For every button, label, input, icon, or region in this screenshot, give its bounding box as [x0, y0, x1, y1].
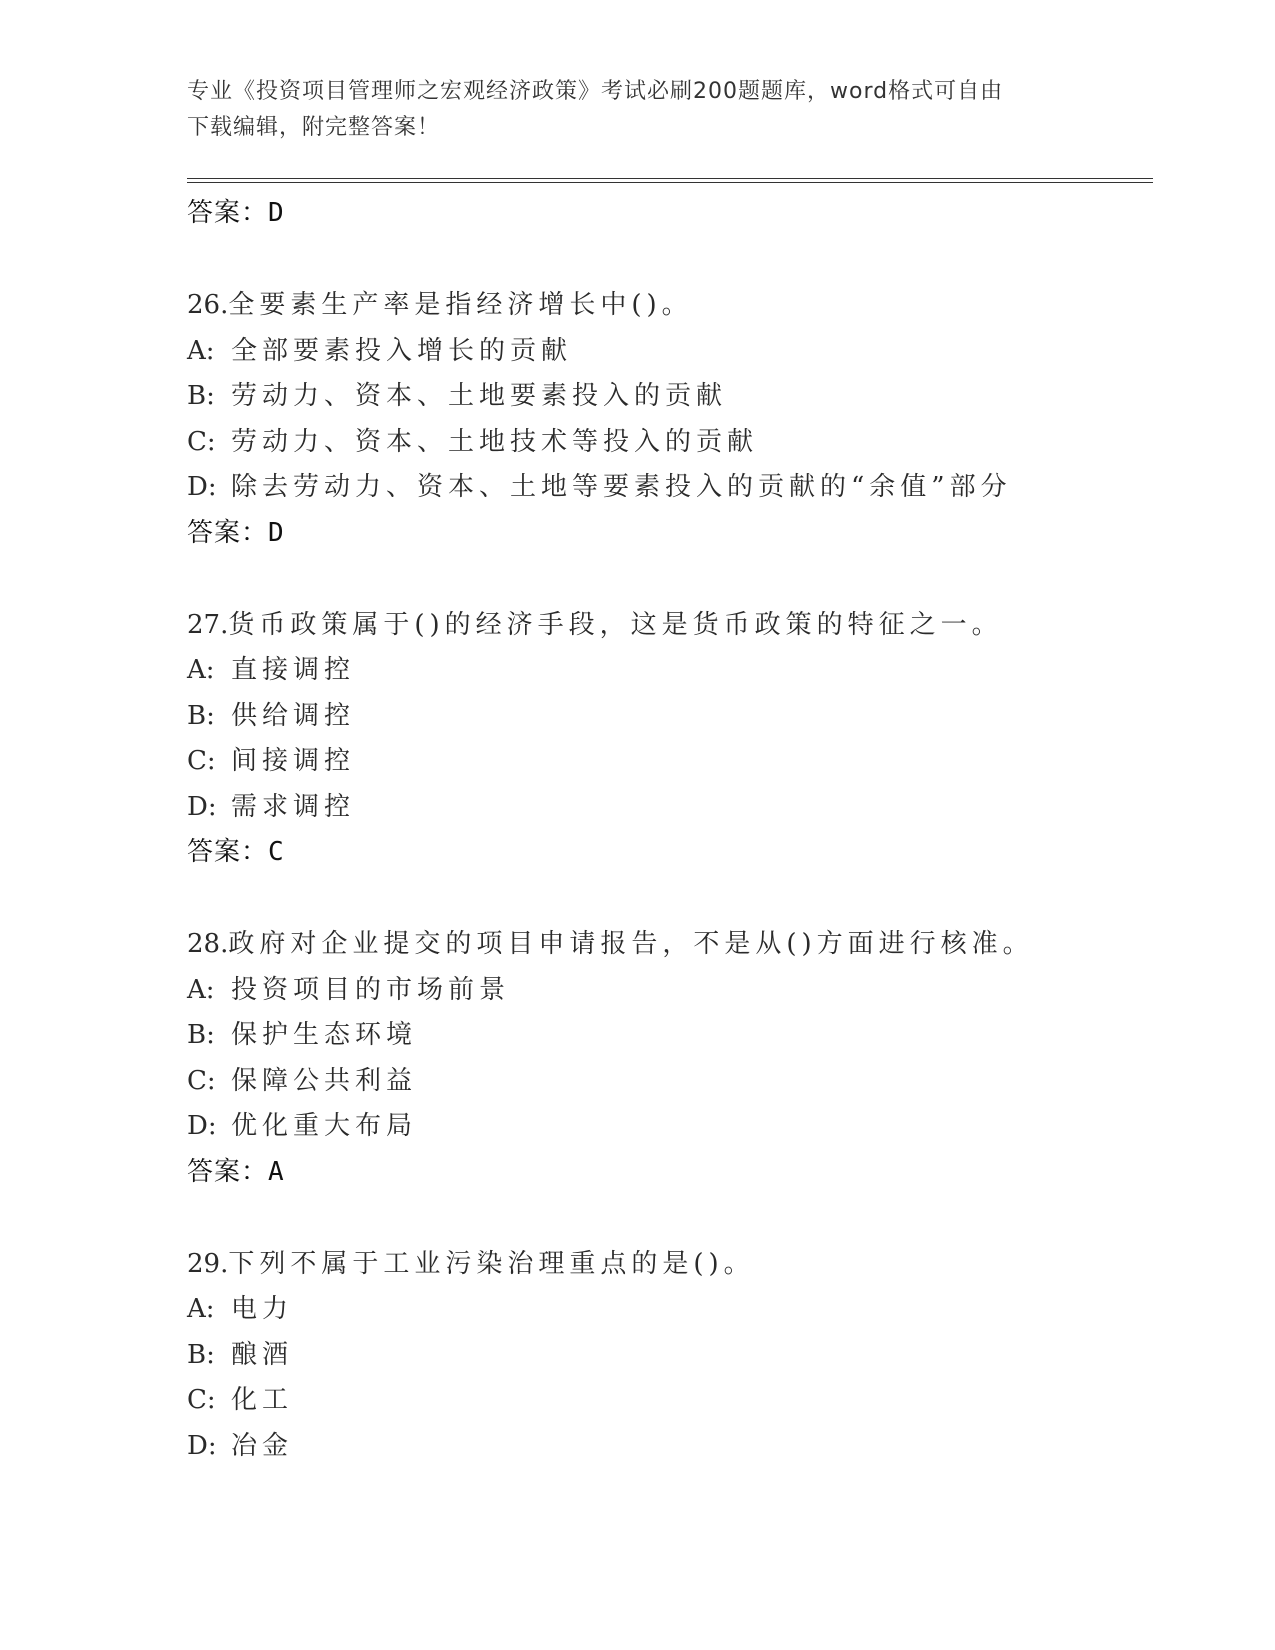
option-label: D:: [187, 472, 217, 502]
option-b: [187, 374, 1153, 420]
option-label: A:: [187, 335, 215, 366]
option-text: 化工: [231, 1385, 294, 1415]
option-text: 需求调控: [231, 791, 356, 822]
option-d: [187, 785, 1153, 831]
option-c: [187, 420, 1153, 466]
question-text: 全要素生产率是指经济增长中()。: [228, 290, 693, 320]
option-label: D:: [187, 791, 217, 822]
option-text: 酿酒: [231, 1339, 294, 1370]
question-stem: [187, 922, 1153, 968]
question-text: 货币政策属于()的经济手段，这是货币政策的特征之一。: [228, 609, 1003, 640]
option-text: 直接调控: [231, 655, 356, 685]
option-text: 供给调控: [231, 700, 356, 731]
option-text: 保护生态环境: [231, 1020, 418, 1050]
answer-line: [187, 191, 1153, 235]
question-stem: [187, 283, 1153, 329]
question-spacer: [187, 1194, 1153, 1242]
option-a: [187, 329, 1153, 375]
question-spacer: [187, 235, 1153, 283]
question-text: 下列不属于工业污染治理重点的是()。: [228, 1248, 755, 1279]
question-list: [187, 191, 1153, 1469]
option-label: B:: [187, 700, 215, 731]
question-number: 28.: [187, 929, 229, 959]
question-text: 政府对企业提交的项目申请报告，不是从()方面进行核准。: [228, 929, 1034, 959]
question-spacer: [187, 874, 1153, 922]
option-label: A:: [187, 1294, 215, 1324]
option-text: 冶金: [231, 1430, 294, 1461]
questions-container: [187, 235, 1153, 1469]
option-c: [187, 739, 1153, 785]
option-text: 保障公共利益: [231, 1065, 418, 1096]
option-text: 间接调控: [231, 746, 356, 776]
option-b: [187, 694, 1153, 740]
answer-value: D: [268, 198, 285, 228]
option-a: [187, 648, 1153, 694]
question-number: 29.: [187, 1248, 229, 1279]
option-text: 劳动力、资本、土地要素投入的贡献: [231, 381, 728, 411]
option-b: [187, 1333, 1153, 1379]
answer-value: D: [268, 517, 285, 548]
option-label: D:: [187, 1111, 217, 1141]
option-text: 优化重大布局: [231, 1111, 418, 1141]
option-b: [187, 1013, 1153, 1059]
option-d: [187, 465, 1153, 511]
option-a: [187, 1287, 1153, 1333]
option-label: D:: [187, 1430, 217, 1461]
answer-line: [187, 830, 1153, 874]
document-header: [187, 74, 1077, 146]
answer-prefix: 答案：: [187, 837, 269, 867]
option-c: [187, 1059, 1153, 1105]
answer-line: [187, 511, 1153, 555]
option-label: A:: [187, 974, 215, 1005]
option-c: [187, 1378, 1153, 1424]
answer-prefix: 答案：: [187, 517, 269, 548]
answer-line: [187, 1150, 1153, 1194]
divider-line-top: [187, 178, 1153, 179]
answer-prefix: 答案：: [187, 1156, 269, 1187]
option-label: B:: [187, 1339, 215, 1370]
question-block: [187, 922, 1153, 1194]
question-stem: [187, 1242, 1153, 1288]
answer-value: C: [268, 837, 285, 867]
option-text: 劳动力、资本、土地技术等投入的贡献: [231, 426, 759, 457]
option-label: C:: [187, 1385, 216, 1415]
option-label: B:: [187, 1020, 215, 1050]
question-stem: [187, 603, 1153, 649]
option-label: B:: [187, 381, 215, 411]
option-a: [187, 968, 1153, 1014]
header-line-2: 下载编辑，附完整答案！: [187, 115, 441, 140]
question-number: 27.: [187, 609, 229, 640]
option-text: 除去劳动力、资本、土地等要素投入的贡献的“余值”部分: [231, 472, 1012, 502]
option-label: C:: [187, 1065, 216, 1096]
question-block: [187, 603, 1153, 875]
option-text: 全部要素投入增长的贡献: [231, 335, 573, 366]
option-d: [187, 1104, 1153, 1150]
option-d: [187, 1424, 1153, 1470]
option-label: C:: [187, 426, 216, 457]
answer-value: A: [268, 1156, 285, 1187]
question-number: 26.: [187, 290, 229, 320]
question-spacer: [187, 555, 1153, 603]
question-block: [187, 283, 1153, 555]
option-label: A:: [187, 655, 215, 685]
option-label: C:: [187, 746, 216, 776]
answer-prefix: 答案：: [187, 198, 269, 228]
option-text: 投资项目的市场前景: [231, 974, 511, 1005]
question-block: [187, 1242, 1153, 1470]
option-text: 电力: [231, 1294, 294, 1324]
header-line-1: 专业《投资项目管理师之宏观经济政策》考试必刷200题题库，word格式可自由: [187, 79, 1004, 104]
divider-line-bottom: [187, 182, 1153, 183]
header-divider: [187, 178, 1153, 183]
